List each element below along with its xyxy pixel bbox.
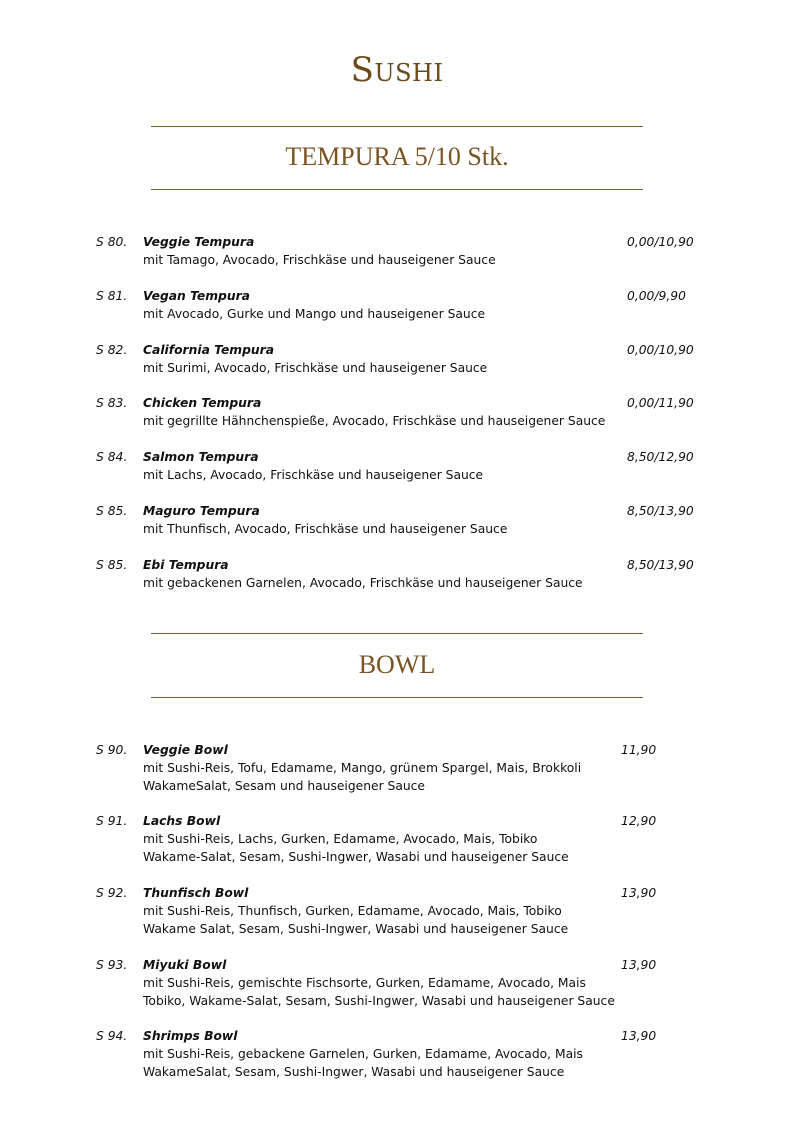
item-price: 13,90 <box>621 1029 657 1043</box>
item-description: Wakame-Salat, Sesam, Sushi-Ingwer, Wasabi und hauseigener Sauce <box>143 850 569 864</box>
item-description: mit gegrillte Hähnchenspieße, Avocado, Frischkäse und hauseigener Sauce <box>143 414 606 428</box>
item-code: S 82. <box>96 343 128 357</box>
item-price: 0,00/11,90 <box>627 396 694 410</box>
item-price: 8,50/12,90 <box>627 450 694 464</box>
item-code: S 84. <box>96 450 128 464</box>
item-code: S 81. <box>96 289 128 303</box>
item-name: Miyuki Bowl <box>143 958 227 972</box>
item-description: mit Lachs, Avocado, Frischkäse und hauseigener Sauce <box>143 468 484 482</box>
item-description: mit Avocado, Gurke und Mango und hauseigener Sauce <box>143 307 486 321</box>
item-name: Veggie Tempura <box>143 235 255 249</box>
item-name: Salmon Tempura <box>143 450 259 464</box>
item-description: mit Tamago, Avocado, Frischkäse und hauseigener Sauce <box>143 253 496 267</box>
item-name: Vegan Tempura <box>143 289 250 303</box>
item-price: 0,00/10,90 <box>627 235 694 249</box>
item-code: S 92. <box>96 886 128 900</box>
item-price: 8,50/13,90 <box>627 504 694 518</box>
item-code: S 85. <box>96 558 128 572</box>
item-description: mit Sushi-Reis, Lachs, Gurken, Edamame, Avocado, Mais, Tobiko <box>143 832 538 846</box>
divider-line <box>151 189 643 190</box>
section-title-bowl: BOWL <box>358 650 436 679</box>
item-description: mit Sushi-Reis, Thunfisch, Gurken, Edamame, Avocado, Mais, Tobiko <box>143 904 562 918</box>
item-name: Veggie Bowl <box>143 743 228 757</box>
item-description: mit Thunfisch, Avocado, Frischkäse und hauseigener Sauce <box>143 522 508 536</box>
page-title: Sushi <box>350 50 444 90</box>
item-description: mit Sushi-Reis, gemischte Fischsorte, Gurken, Edamame, Avocado, Mais <box>143 976 586 990</box>
item-description: mit gebackenen Garnelen, Avocado, Frischkäse und hauseigener Sauce <box>143 576 583 590</box>
item-price: 13,90 <box>621 886 657 900</box>
section-title-tempura: TEMPURA 5/10 Stk. <box>285 142 509 171</box>
item-name: Chicken Tempura <box>143 396 262 410</box>
item-name: Thunfisch Bowl <box>143 886 249 900</box>
item-code: S 91. <box>96 814 128 828</box>
item-price: 0,00/9,90 <box>627 289 686 303</box>
item-code: S 90. <box>96 743 128 757</box>
item-price: 11,90 <box>621 743 657 757</box>
item-code: S 93. <box>96 958 128 972</box>
item-price: 12,90 <box>621 814 657 828</box>
item-description: mit Surimi, Avocado, Frischkäse und hauseigener Sauce <box>143 361 488 375</box>
item-name: Shrimps Bowl <box>143 1029 238 1043</box>
item-price: 13,90 <box>621 958 657 972</box>
item-price: 8,50/13,90 <box>627 558 694 572</box>
item-name: Maguro Tempura <box>143 504 260 518</box>
divider-line <box>151 633 643 634</box>
item-description: mit Sushi-Reis, gebackene Garnelen, Gurken, Edamame, Avocado, Mais <box>143 1047 583 1061</box>
divider-line <box>151 697 643 698</box>
item-code: S 85. <box>96 504 128 518</box>
item-name: Ebi Tempura <box>143 558 229 572</box>
item-description: Tobiko, Wakame-Salat, Sesam, Sushi-Ingwer, Wasabi und hauseigener Sauce <box>143 994 615 1008</box>
item-name: California Tempura <box>143 343 275 357</box>
item-price: 0,00/10,90 <box>627 343 694 357</box>
item-description: Wakame Salat, Sesam, Sushi-Ingwer, Wasabi und hauseigener Sauce <box>143 922 569 936</box>
item-description: WakameSalat, Sesam, Sushi-Ingwer, Wasabi und hauseigener Sauce <box>143 1065 565 1079</box>
item-description: mit Sushi-Reis, Tofu, Edamame, Mango, grünem Spargel, Mais, Brokkoli <box>143 761 582 775</box>
item-code: S 80. <box>96 235 128 249</box>
divider-line <box>151 126 643 127</box>
item-code: S 83. <box>96 396 128 410</box>
item-code: S 94. <box>96 1029 128 1043</box>
item-description: WakameSalat, Sesam und hauseigener Sauce <box>143 779 425 793</box>
item-name: Lachs Bowl <box>143 814 221 828</box>
